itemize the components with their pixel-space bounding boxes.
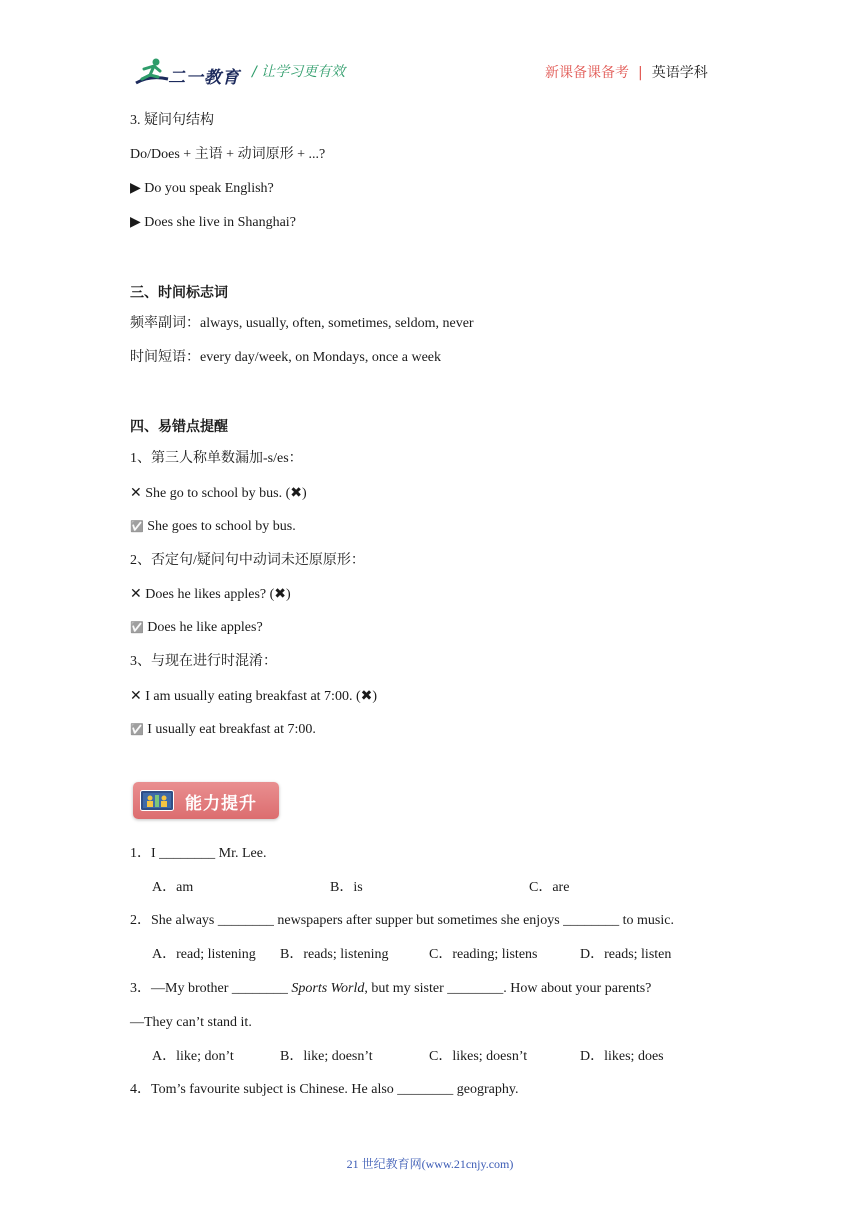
header-separator: | [638, 65, 643, 81]
question-stem: 1．I ________ Mr. Lee. [130, 846, 267, 861]
option-b: B．reads; listening [280, 947, 389, 962]
right-example [130, 518, 296, 536]
cross-icon: ✕ [130, 688, 142, 704]
option-c: C．are [529, 880, 570, 895]
stem-part: 3．—My brother ________ [130, 981, 292, 996]
classroom-icon [140, 790, 174, 811]
time-phrases: 时间短语：every day/week, on Mondays, once a week [130, 350, 442, 365]
site-logo [132, 57, 252, 87]
logo-text: 二一教育 [168, 68, 240, 88]
example-line: ▶ Do you speak English? [130, 181, 274, 196]
runner-logo-icon [132, 57, 172, 87]
wrong-sentence: Does he likes apples? (✖) [145, 587, 291, 602]
option-b: B．like; doesn’t [280, 1049, 373, 1064]
right-sentence: She goes to school by bus. [147, 519, 296, 534]
section-heading: 四、易错点提醒 [130, 419, 228, 435]
slogan: / 让学习更有效 [252, 64, 346, 80]
error-title: 1、第三人称单数漏加-s/es： [130, 451, 303, 466]
option-c: C．reading; listens [429, 947, 538, 962]
cross-icon: ✕ [130, 586, 142, 602]
header-subject-label: 英语学科 [651, 65, 708, 81]
right-sentence: Does he like apples? [147, 620, 263, 635]
check-icon: ✅ [130, 723, 144, 736]
footer-source: 21 世纪教育网(www.21cnjy.com) [346, 1157, 514, 1171]
section-title: 3. 疑问句结构 [130, 113, 214, 128]
magazine-title: Sports World [291, 981, 365, 996]
option-a: A．like; don’t [152, 1049, 234, 1064]
option-a: A．am [152, 880, 194, 895]
wrong-sentence: She go to school by bus. (✖) [145, 486, 307, 501]
dialogue-reply: —They can’t stand it. [130, 1015, 252, 1030]
option-c: C．likes; doesn’t [429, 1049, 528, 1064]
right-example [130, 619, 263, 637]
wrong-sentence: I am usually eating breakfast at 7:00. (✖) [145, 689, 377, 704]
option-d: D．reads; listen [580, 947, 672, 962]
example-line: ▶ Does she live in Shanghai? [130, 215, 296, 230]
question-stem: 2．She always ________ newspapers after supper but sometimes she enjoys ________ to music. [130, 913, 674, 928]
badge-label: 能力提升 [185, 794, 257, 814]
cross-icon: ✕ [130, 485, 142, 501]
wrong-example [130, 687, 377, 706]
header-course-label: 新课备课备考 [545, 65, 629, 81]
question-stem: 4．Tom’s favourite subject is Chinese. He also ________ geography. [130, 1082, 519, 1097]
wrong-example [130, 484, 307, 503]
check-icon: ✅ [130, 621, 144, 634]
option-b: B．is [330, 880, 363, 895]
frequency-adverbs: 频率副词：always, usually, often, sometimes, seldom, never [130, 316, 474, 331]
error-title: 3、与现在进行时混淆： [130, 654, 277, 669]
ability-badge [133, 782, 279, 819]
stem-part: , but my sister ________. How about your parents? [364, 981, 652, 996]
header-subject [545, 62, 708, 82]
option-d: D．likes; does [580, 1049, 664, 1064]
question-stem [130, 980, 651, 998]
check-icon: ✅ [130, 520, 144, 533]
option-a: A．read; listening [152, 947, 256, 962]
right-sentence: I usually eat breakfast at 7:00. [147, 722, 316, 737]
formula: Do/Does + 主语 + 动词原形 + ...? [130, 147, 326, 162]
error-title: 2、否定句/疑问句中动词未还原原形： [130, 553, 365, 568]
section-heading: 三、时间标志词 [130, 285, 228, 301]
right-example [130, 721, 316, 739]
wrong-example [130, 585, 291, 604]
